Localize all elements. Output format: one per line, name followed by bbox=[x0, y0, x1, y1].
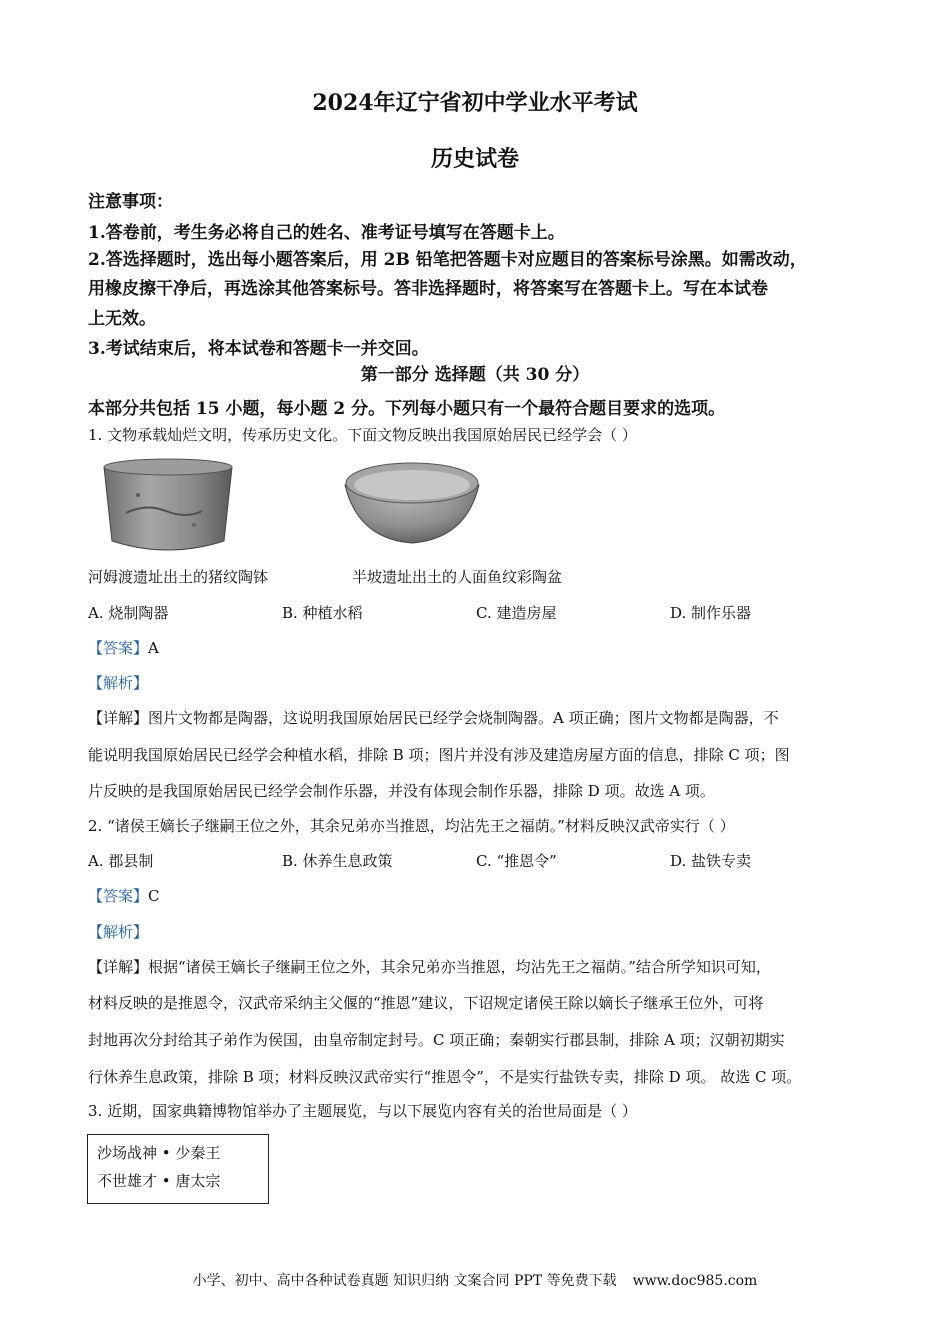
notes-line: 1.答卷前，考生务必将自己的姓名、准考证号填写在答题卡上。 bbox=[88, 223, 565, 243]
exam-title: 2024年辽宁省初中学业水平考试 bbox=[312, 90, 638, 116]
option-a: A. 烧制陶器 bbox=[88, 604, 169, 622]
option-a: A. 郡县制 bbox=[88, 852, 154, 870]
detail-line: 行休养生息政策，排除 B 项；材料反映汉武帝实行“推恩令”，不是实行盐铁专卖，排除 D 项。 故选 C 项。 bbox=[88, 1068, 802, 1086]
detail-text: 图片文物都是陶器，这说明我国原始居民已经学会烧制陶器。A 项正确；图片文物都是陶器，不 bbox=[148, 709, 779, 727]
question-1-stem: 1. 文物承载灿烂文明，传承历史文化。下面文物反映出我国原始居民已经学会（ ） bbox=[88, 426, 637, 444]
exhibition-content-box bbox=[87, 1134, 269, 1204]
notes-line: 2.答选择题时，选出每小题答案后，用 2B 铅笔把答题卡对应题目的答案标号涂黑。如需改动， bbox=[88, 250, 807, 270]
pig-pattern-pottery-bowl-image bbox=[98, 455, 238, 565]
answer-value: A bbox=[148, 639, 159, 657]
exhibition-line: 沙场战神 • 少秦王 bbox=[97, 1144, 221, 1162]
answer-value: C bbox=[148, 887, 160, 905]
section-title: 第一部分 选择题（共 30 分） bbox=[360, 365, 590, 385]
notes-line: 3.考试结束后，将本试卷和答题卡一并交回。 bbox=[88, 339, 429, 359]
question-2-stem: 2. “诸侯王嫡长子继嗣王位之外，其余兄弟亦当推恩，均沾先王之福荫。”材料反映汉武帝实行（ ） bbox=[88, 817, 735, 835]
exam-subtitle: 历史试卷 bbox=[430, 146, 519, 172]
section-intro: 本部分共包括 15 小题，每小题 2 分。下列每小题只有一个最符合题目要求的选项。 bbox=[88, 399, 726, 419]
image-caption-hemudu: 河姆渡遗址出土的猪纹陶钵 bbox=[88, 568, 269, 586]
detail-line: 材料反映的是推恩令，汉武帝采纳主父偃的“推恩”建议，下诏规定诸侯王除以嫡长子继承王位外，可将 bbox=[88, 994, 764, 1012]
option-c: C. “推恩令” bbox=[476, 852, 557, 870]
detail-line: 能说明我国原始居民已经学会种植水稻，排除 B 项；图片并没有涉及建造房屋方面的信息，排除 C 项；图 bbox=[88, 746, 790, 764]
answer-line bbox=[88, 637, 159, 658]
answer-line bbox=[88, 885, 160, 906]
notes-line: 上无效。 bbox=[88, 309, 156, 329]
detail-line bbox=[88, 707, 779, 728]
notes-line: 用橡皮擦干净后，再选涂其他答案标号。答非选择题时，将答案写在答题卡上。写在本试卷 bbox=[88, 279, 768, 299]
question-3-stem: 3. 近期，国家典籍博物馆举办了主题展览，与以下展览内容有关的治世局面是（ ） bbox=[88, 1102, 637, 1120]
option-b: B. 种植水稻 bbox=[282, 604, 363, 622]
exhibition-line: 不世雄才 • 唐太宗 bbox=[97, 1172, 221, 1190]
analysis-tag: 【解析】 bbox=[88, 674, 149, 692]
image-caption-banpo: 半坡遗址出土的人面鱼纹彩陶盆 bbox=[352, 568, 563, 586]
option-b: B. 休养生息政策 bbox=[282, 852, 393, 870]
detail-line: 封地再次分封给其子弟作为侯国，由皇帝制定封号。C 项正确；秦朝实行郡县制，排除 A 项；汉朝初期实 bbox=[88, 1031, 785, 1049]
analysis-tag: 【解析】 bbox=[88, 923, 149, 941]
page-footer bbox=[0, 1270, 950, 1290]
footer-text: 小学、初中、高中各种试卷真题 知识归纳 文案合同 PPT 等免费下载 bbox=[192, 1273, 617, 1289]
notes-heading: 注意事项： bbox=[88, 192, 173, 212]
detail-line bbox=[88, 956, 771, 977]
option-d: D. 制作乐器 bbox=[670, 604, 752, 622]
footer-url[interactable]: www.doc985.com bbox=[632, 1273, 758, 1289]
detail-tag: 【详解】 bbox=[88, 958, 149, 976]
answer-tag: 【答案】 bbox=[88, 887, 149, 905]
fish-face-painted-pottery-basin-image bbox=[342, 455, 482, 550]
detail-line: 片反映的是我国原始居民已经学会制作乐器，并没有体现会制作乐器，排除 D 项。故选 A 项。 bbox=[88, 782, 715, 800]
option-d: D. 盐铁专卖 bbox=[670, 852, 752, 870]
answer-tag: 【答案】 bbox=[88, 639, 149, 657]
detail-tag: 【详解】 bbox=[88, 709, 149, 727]
detail-text: 根据“诸侯王嫡长子继嗣王位之外，其余兄弟亦当推恩，均沾先王之福荫。”结合所学知识可知， bbox=[148, 958, 771, 976]
option-c: C. 建造房屋 bbox=[476, 604, 557, 622]
